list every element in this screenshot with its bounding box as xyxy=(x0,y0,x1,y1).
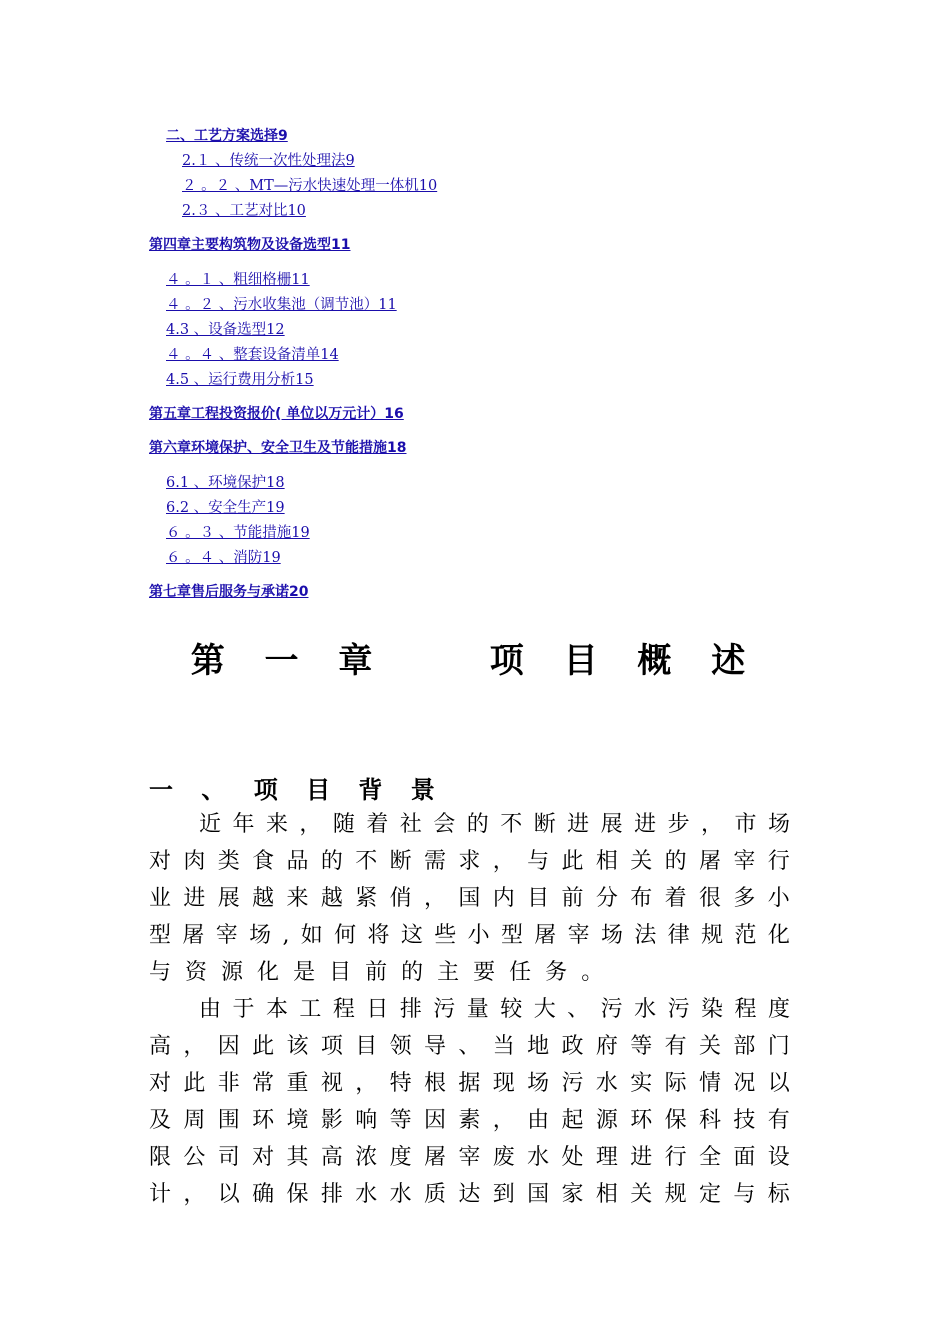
char: 确 xyxy=(252,1182,275,1207)
toc-entry[interactable] xyxy=(149,236,350,254)
char: 需 xyxy=(424,849,447,874)
char: 重 xyxy=(286,1071,309,1096)
char: 进 xyxy=(183,886,206,911)
char: 规 xyxy=(664,1182,687,1207)
char: 于 xyxy=(232,997,255,1022)
char: 项 xyxy=(320,1034,343,1059)
char: 限 xyxy=(149,1145,172,1170)
char: 浓 xyxy=(355,1145,378,1170)
toc-entry[interactable] xyxy=(182,177,437,195)
char: 程 xyxy=(332,997,355,1022)
char: 程 xyxy=(734,997,757,1022)
char: 量 xyxy=(466,997,489,1022)
toc-link[interactable]: ４ 。１ 、粗细格栅11 xyxy=(166,272,310,288)
char: 越 xyxy=(320,886,343,911)
char: 较 xyxy=(500,997,523,1022)
char: 废 xyxy=(492,1145,515,1170)
char: 政 xyxy=(561,1034,584,1059)
paragraph-line xyxy=(149,1069,790,1099)
char: 因 xyxy=(424,1108,447,1133)
char: 保 xyxy=(286,1182,309,1207)
char: 场 xyxy=(601,923,624,948)
char: 前 xyxy=(365,960,388,985)
char: 由 xyxy=(199,997,222,1022)
char: 国 xyxy=(458,886,481,911)
char: 有 xyxy=(767,1108,790,1133)
char: 染 xyxy=(701,997,724,1022)
char: 的 xyxy=(401,960,424,985)
char: 府 xyxy=(595,1034,618,1059)
chapter-title: 第 一 章 项 目 概 述 xyxy=(190,641,760,681)
char: 科 xyxy=(699,1108,722,1133)
char: 要 xyxy=(473,960,496,985)
paragraph-line xyxy=(149,1032,790,1062)
char: 任 xyxy=(509,960,532,985)
char: 、 xyxy=(567,997,590,1022)
char: 不 xyxy=(500,812,523,837)
char: 关 xyxy=(699,1034,722,1059)
toc-entry[interactable] xyxy=(166,127,288,145)
char: 源 xyxy=(595,1108,618,1133)
char: 水 xyxy=(389,1182,412,1207)
toc-link[interactable]: 2.１ 、传统一次性处理法9 xyxy=(182,153,355,169)
char: 水 xyxy=(595,1071,618,1096)
toc-link[interactable]: ４ 。２ 、污水收集池（调节池）11 xyxy=(166,297,397,313)
char: 宰 xyxy=(733,849,756,874)
char: 围 xyxy=(217,1108,240,1133)
char: 目 xyxy=(527,886,550,911)
char: 关 xyxy=(630,1182,653,1207)
char: 紧 xyxy=(355,886,378,911)
char: 场 xyxy=(527,1071,550,1096)
char: 水 xyxy=(527,1145,550,1170)
char: 进 xyxy=(634,812,657,837)
toc-entry[interactable] xyxy=(166,549,281,567)
char: 小 xyxy=(767,886,790,911)
char: 据 xyxy=(458,1071,481,1096)
toc-link[interactable]: 二、工艺方案选择9 xyxy=(166,128,288,144)
char: 领 xyxy=(389,1034,412,1059)
char: 等 xyxy=(389,1108,412,1133)
paragraph-line xyxy=(149,958,603,988)
char: 本 xyxy=(265,997,288,1022)
toc-entry[interactable] xyxy=(166,371,314,389)
char: 场 xyxy=(249,923,272,948)
toc-link[interactable]: ６ 。４ 、消防19 xyxy=(166,550,281,566)
char: 该 xyxy=(286,1034,309,1059)
char: 质 xyxy=(424,1182,447,1207)
char: 进 xyxy=(630,1145,653,1170)
toc-entry[interactable] xyxy=(149,583,308,601)
char: 俏 xyxy=(389,886,412,911)
char: 规 xyxy=(701,923,724,948)
char: 理 xyxy=(595,1145,618,1170)
char: 屠 xyxy=(534,923,557,948)
char: 排 xyxy=(320,1182,343,1207)
toc-link[interactable]: 第五章工程投资报价( 单位以万元计）16 xyxy=(149,406,404,422)
char: 年 xyxy=(232,812,255,837)
char: 情 xyxy=(699,1071,722,1096)
char: 司 xyxy=(217,1145,240,1170)
char: 来 xyxy=(286,886,309,911)
char: 保 xyxy=(664,1108,687,1133)
char: 行 xyxy=(664,1145,687,1170)
char: 越 xyxy=(252,886,275,911)
char: 关 xyxy=(630,849,653,874)
char: 的 xyxy=(664,849,687,874)
char: 标 xyxy=(767,1182,790,1207)
char: 范 xyxy=(734,923,757,948)
char: 因 xyxy=(217,1034,240,1059)
char: 市 xyxy=(734,812,757,837)
char: 此 xyxy=(252,1034,275,1059)
char: 着 xyxy=(366,812,389,837)
char: 小 xyxy=(467,923,490,948)
char: 与 xyxy=(733,1182,756,1207)
char: 化 xyxy=(257,960,280,985)
char: 家 xyxy=(561,1182,584,1207)
char: 视 xyxy=(320,1071,343,1096)
toc-link[interactable]: 6.2 、安全生产19 xyxy=(166,500,285,516)
paragraph-line xyxy=(149,1106,790,1136)
char: 门 xyxy=(767,1034,790,1059)
char: 分 xyxy=(595,886,618,911)
char: 设 xyxy=(767,1145,790,1170)
char: 非 xyxy=(217,1071,240,1096)
char: ， xyxy=(492,849,515,874)
char: 肉 xyxy=(183,849,206,874)
toc-link[interactable]: 第四章主要构筑物及设备选型11 xyxy=(149,237,351,253)
char: 现 xyxy=(492,1071,515,1096)
char: 宰 xyxy=(215,923,238,948)
char: 务 xyxy=(545,960,568,985)
char: 等 xyxy=(630,1034,653,1059)
paragraph-line xyxy=(149,884,790,914)
char: 水 xyxy=(634,997,657,1022)
char: 业 xyxy=(149,886,172,911)
toc-link[interactable]: ６ 。３ 、节能措施19 xyxy=(166,525,310,541)
char: 污 xyxy=(600,997,623,1022)
char: 部 xyxy=(733,1034,756,1059)
char: ， xyxy=(355,1071,378,1096)
char: 水 xyxy=(355,1182,378,1207)
char: 前 xyxy=(561,886,584,911)
char: 以 xyxy=(217,1182,240,1207)
char: 相 xyxy=(595,1182,618,1207)
char: 近 xyxy=(199,812,222,837)
char: , xyxy=(282,923,290,948)
char: 以 xyxy=(767,1071,790,1096)
toc-entry[interactable] xyxy=(149,405,404,423)
char: 对 xyxy=(252,1145,275,1170)
char: 度 xyxy=(389,1145,412,1170)
toc-entry[interactable] xyxy=(149,439,406,457)
paragraph-line xyxy=(149,1180,790,1210)
toc-entry[interactable] xyxy=(166,499,285,517)
toc-entry[interactable] xyxy=(166,296,397,314)
char: 类 xyxy=(217,849,240,874)
char: 此 xyxy=(561,849,584,874)
char: 化 xyxy=(767,923,790,948)
char: 特 xyxy=(389,1071,412,1096)
char: 这 xyxy=(400,923,423,948)
char: 素 xyxy=(458,1108,481,1133)
char: 品 xyxy=(286,849,309,874)
char: 资 xyxy=(185,960,208,985)
paragraph-line xyxy=(149,847,790,877)
char: 影 xyxy=(320,1108,343,1133)
char: 屠 xyxy=(182,923,205,948)
char: 实 xyxy=(630,1071,653,1096)
char: 环 xyxy=(252,1108,275,1133)
char: 当 xyxy=(492,1034,515,1059)
char: 公 xyxy=(183,1145,206,1170)
char: 工 xyxy=(299,997,322,1022)
char: 宰 xyxy=(567,923,590,948)
char: 国 xyxy=(527,1182,550,1207)
char: 导 xyxy=(424,1034,447,1059)
char: 些 xyxy=(434,923,457,948)
char: 起 xyxy=(561,1108,584,1133)
char: 与 xyxy=(149,960,172,985)
char: 展 xyxy=(600,812,623,837)
toc-link[interactable]: 4.3 、设备选型12 xyxy=(166,322,285,338)
char: 宰 xyxy=(458,1145,481,1170)
char: 。 xyxy=(581,960,604,985)
char: 常 xyxy=(252,1071,275,1096)
char: 型 xyxy=(149,923,172,948)
char: 是 xyxy=(293,960,316,985)
char: 目 xyxy=(329,960,352,985)
toc-link[interactable]: 2.３ 、工艺对比10 xyxy=(182,203,306,219)
char: ， xyxy=(424,886,447,911)
char: 污 xyxy=(561,1071,584,1096)
paragraph-line xyxy=(199,810,790,840)
toc-entry[interactable] xyxy=(166,524,310,542)
toc-entry[interactable] xyxy=(182,202,306,220)
paragraph-line xyxy=(199,995,790,1025)
char: ， xyxy=(701,812,724,837)
char: 随 xyxy=(332,812,355,837)
char: 相 xyxy=(595,849,618,874)
char: 到 xyxy=(492,1182,515,1207)
char: ， xyxy=(492,1108,515,1133)
char: 来 xyxy=(265,812,288,837)
char: 的 xyxy=(320,849,343,874)
char: 高 xyxy=(149,1034,172,1059)
toc-link[interactable]: ２ 。２ 、MT—污水快速处理一体机10 xyxy=(182,178,438,194)
char: 律 xyxy=(667,923,690,948)
char: 对 xyxy=(149,1071,172,1096)
char: 行 xyxy=(767,849,790,874)
char: 面 xyxy=(733,1145,756,1170)
char: 不 xyxy=(355,849,378,874)
char: 计 xyxy=(149,1182,172,1207)
char: 际 xyxy=(664,1071,687,1096)
toc-link[interactable]: 6.1 、环境保护18 xyxy=(166,475,285,491)
char: 食 xyxy=(252,849,275,874)
toc-link[interactable]: 第六章环境保护、安全卫生及节能措施18 xyxy=(149,440,407,456)
paragraph-line xyxy=(149,1143,790,1173)
char: 境 xyxy=(286,1108,309,1133)
char: 断 xyxy=(389,849,412,874)
char: 将 xyxy=(367,923,390,948)
char: 环 xyxy=(630,1108,653,1133)
toc-link[interactable]: 4.5 、运行费用分析15 xyxy=(166,372,314,388)
toc-entry[interactable] xyxy=(166,271,310,289)
char: 多 xyxy=(733,886,756,911)
char: 高 xyxy=(320,1145,343,1170)
char: 着 xyxy=(664,886,687,911)
char: 展 xyxy=(217,886,240,911)
char: 屠 xyxy=(699,849,722,874)
char: 进 xyxy=(567,812,590,837)
char: 大 xyxy=(533,997,556,1022)
char: 排 xyxy=(399,997,422,1022)
char: 况 xyxy=(733,1071,756,1096)
toc-entry[interactable] xyxy=(182,152,355,170)
char: 目 xyxy=(355,1034,378,1059)
char: 由 xyxy=(527,1108,550,1133)
char: 对 xyxy=(149,849,172,874)
char: ， xyxy=(299,812,322,837)
char: 主 xyxy=(437,960,460,985)
char: 根 xyxy=(424,1071,447,1096)
char: 社 xyxy=(399,812,422,837)
char: 场 xyxy=(767,812,790,837)
char: 度 xyxy=(767,997,790,1022)
char: 有 xyxy=(664,1034,687,1059)
char: 会 xyxy=(433,812,456,837)
char: 何 xyxy=(334,923,357,948)
toc-entry[interactable] xyxy=(166,346,339,364)
char: 此 xyxy=(183,1071,206,1096)
paragraph-line xyxy=(149,921,790,951)
char: 很 xyxy=(699,886,722,911)
char: 周 xyxy=(183,1108,206,1133)
char: 日 xyxy=(366,997,389,1022)
char: 污 xyxy=(667,997,690,1022)
toc-link[interactable]: 第七章售后服务与承诺20 xyxy=(149,584,309,600)
char: ， xyxy=(183,1034,206,1059)
char: 及 xyxy=(149,1108,172,1133)
char: 步 xyxy=(667,812,690,837)
char: 屠 xyxy=(424,1145,447,1170)
char: 地 xyxy=(527,1034,550,1059)
char: 技 xyxy=(733,1108,756,1133)
char: ， xyxy=(183,1182,206,1207)
char: 、 xyxy=(458,1034,481,1059)
char: 内 xyxy=(492,886,515,911)
char: 的 xyxy=(466,812,489,837)
char: 法 xyxy=(634,923,657,948)
char: 处 xyxy=(561,1145,584,1170)
char: 断 xyxy=(533,812,556,837)
char: 全 xyxy=(699,1145,722,1170)
char: 与 xyxy=(527,849,550,874)
char: 达 xyxy=(458,1182,481,1207)
char: 如 xyxy=(300,923,323,948)
char: 型 xyxy=(500,923,523,948)
char: 源 xyxy=(221,960,244,985)
char: 其 xyxy=(286,1145,309,1170)
toc-entry[interactable] xyxy=(166,321,285,339)
char: 污 xyxy=(433,997,456,1022)
char: 定 xyxy=(699,1182,722,1207)
toc-entry[interactable] xyxy=(166,474,285,492)
section-title: 一 、 项 目 背 景 xyxy=(149,776,445,804)
toc-link[interactable]: ４ 。４ 、整套设备清单14 xyxy=(166,347,339,363)
char: 求 xyxy=(458,849,481,874)
char: 布 xyxy=(630,886,653,911)
char: 响 xyxy=(355,1108,378,1133)
